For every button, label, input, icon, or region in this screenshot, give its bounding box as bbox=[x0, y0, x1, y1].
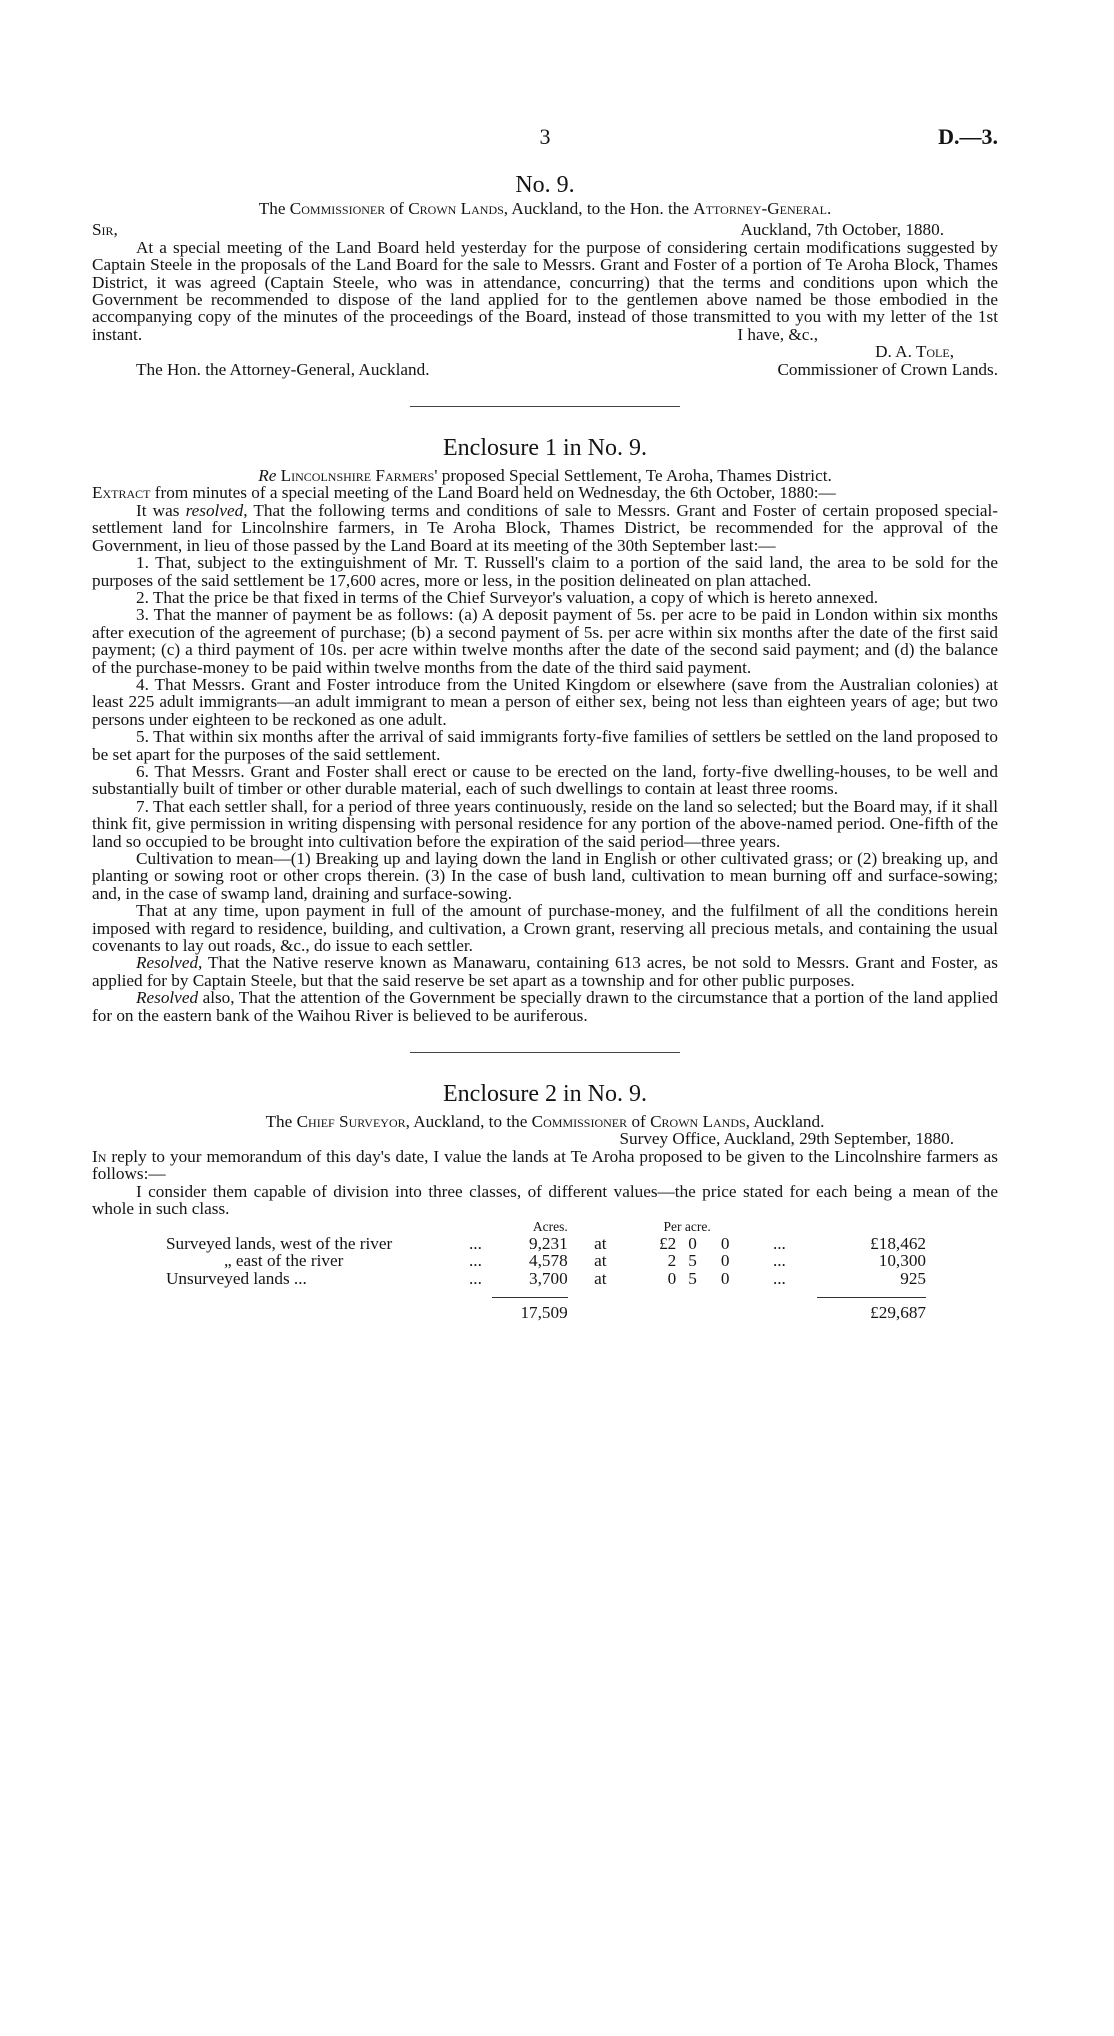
condition-3: 3. That the manner of payment be as follows: (a) A deposit payment of 5s. per acre to be paid in London within six months after execution of the agreement of purchase; (b) a second payment of 5s. per acre within six months after the date of the first said payment; (c) a third payment of 10s. per acre within twelve months after the date of the second said payment; and (d) the balance of the purchase-money to be paid within twelve months from the date of the third said payment. bbox=[92, 605, 998, 677]
table-spacer-row bbox=[166, 1287, 926, 1298]
section-divider bbox=[410, 406, 680, 407]
total-acres: 17,509 bbox=[492, 1298, 568, 1322]
section-divider bbox=[410, 1052, 680, 1053]
crown-grant-paragraph: That at any time, upon payment in full of the amount of purchase-money, and the fulfilment of all the conditions herein imposed with regard to residence, building, and cultivation, a Crown grant, reserving all precious metals, and containing the usual covenants to lay out roads, &c., do issue to each settler. bbox=[92, 901, 998, 956]
condition-2: 2. That the price be that fixed in terms of the Chief Surveyor's valuation, a copy of which is hereto annexed. bbox=[136, 587, 879, 607]
signer-title: Commissioner of Crown Lands. bbox=[777, 359, 998, 379]
addressee: The Hon. the Attorney-General, Auckland. bbox=[136, 359, 430, 379]
enclosure-2-title: Enclosure 2 in No. 9. bbox=[443, 1081, 647, 1108]
salutation-line bbox=[92, 221, 998, 238]
valuation-classes: I consider them capable of division into three classes, of different values—the price stated for each being a mean of the whole in such class. bbox=[92, 1181, 998, 1219]
resolution-manawaru: Resolved, That the Native reserve known as Manawaru, containing 613 acres, be not sold to Messrs. Grant and Foster, as applied for by Captain Steele, but that the said reserve be set apart as a township and for other public purposes. bbox=[92, 953, 998, 990]
closing-line bbox=[92, 361, 998, 378]
table-total-row bbox=[166, 1298, 926, 1322]
page-header bbox=[92, 124, 998, 166]
header-per-acre: Per acre. bbox=[663, 1218, 711, 1234]
condition-4: 4. That Messrs. Grant and Foster introduce from the United Kingdom or elsewhere (save from the Australian colonies) at least 225 adult immigrants—an adult immigrant to mean a person of either sex, being not less than eighteen years of age; but two persons under eighteen to be reckoned as one adult. bbox=[92, 674, 998, 729]
valuation-table bbox=[166, 1218, 926, 1322]
document-reference: D.—3. bbox=[938, 124, 998, 149]
salutation: Sir, bbox=[92, 220, 118, 240]
total-value: £29,687 bbox=[817, 1298, 926, 1322]
valuation-table-header bbox=[166, 1218, 926, 1235]
table-row: Surveyed lands, west of the river ... 9,231 at £2 0 0 ... £18,462 bbox=[166, 1233, 926, 1253]
extract-paragraph: Extract from minutes of a special meeting of the Land Board held on Wednesday, the 6th October, 1880:— bbox=[92, 483, 836, 503]
table-row: „ east of the river ... 4,578 at 2 5 0 ... 10,300 bbox=[224, 1251, 926, 1271]
letter-subtitle: The Commissioner of Crown Lands, Auckland, to the Hon. the Attorney-General. bbox=[258, 199, 832, 218]
cultivation-definition: Cultivation to mean—(1) Breaking up and laying down the land in English or other cultivated grass; or (2) breaking up, and planting or sowing root or other crops therein. (3) In the case of bush land, cultivation to mean burning off and surface-sowing; and, in the case of swamp land, draining and surface-sowing. bbox=[92, 849, 998, 903]
condition-5: 5. That within six months after the arrival of said immigrants forty-five families of settlers be settled on the land proposed to be set apart for the purposes of the said settlement. bbox=[92, 727, 998, 764]
resolution-paragraph: It was resolved, That the following terms and conditions of sale to Messrs. Grant and Foster of certain proposed special-settlement land for Lincolnshire farmers, in Te Aroha Block, Thames District, be recommended for the approval of the Government, in lieu of those passed by the Land Board at its meeting of the 30th September last:— bbox=[92, 500, 998, 555]
page-number: 3 bbox=[539, 124, 551, 149]
letter-place-date: Auckland, 7th October, 1880. bbox=[740, 220, 944, 240]
table-row: Unsurveyed lands ... ... 3,700 at 0 5 0 ... 925 bbox=[166, 1268, 926, 1288]
resolution-auriferous: Resolved also, That the attention of the Government be specially drawn to the circumstance that a portion of the land applied for on the eastern bank of the Waihou River is believed to be auriferous. bbox=[92, 988, 998, 1025]
document-page bbox=[0, 124, 1114, 2036]
condition-7: 7. That each settler shall, for a period of three years continuously, reside on the land so selected; but the Board may, if it shall think fit, give permission in writing dispensing with personal residence for any portion of the above-named period. One-fifth of the land so occupied to be brought into cultivation before the expiration of the said period—three years. bbox=[92, 796, 998, 851]
enclosure-1-subject: Re Lincolnshire Farmers' proposed Special Settlement, Te Aroha, Thames District. bbox=[258, 466, 832, 486]
valuation-intro: In reply to your memorandum of this day's date, I value the lands at Te Aroha proposed to be given to the Lincolnshire farmers as follows:— bbox=[92, 1146, 998, 1184]
condition-1: 1. That, subject to the extinguishment of Mr. T. Russell's claim to a portion of the said land, the area to be sold for the purposes of the said settlement be 17,600 acres, more or less, in the position delineated on plan attached. bbox=[92, 553, 998, 590]
letter-body: At a special meeting of the Land Board held yesterday for the purpose of considering certain modifications suggested by Captain Steele in the proposals of the Land Board for the sale to Messrs. Grant and Foster of a portion of Te Aroha Block, Thames District, it was agreed (Captain Steele, who was in attendance, concurring) that the terms and conditions upon which the Government be recommended to dispose of the land applied for to the gentlemen above named be those embodied in the accompanying copy of the minutes of the proceedings of the Board, instead of those transmitted to you with my letter of the 1st instant. bbox=[92, 237, 998, 344]
survey-office-date: Survey Office, Auckland, 29th September, 1880. bbox=[619, 1129, 954, 1149]
header-acres: Acres. bbox=[532, 1218, 568, 1234]
enclosure-1-title: Enclosure 1 in No. 9. bbox=[443, 435, 647, 462]
closing-phrase: I have, &c., bbox=[737, 324, 818, 344]
letter-title: No. 9. bbox=[515, 172, 575, 198]
enclosure-2-subject: The Chief Surveyor, Auckland, to the Commissioner of Crown Lands, Auckland. bbox=[265, 1112, 825, 1132]
condition-6: 6. That Messrs. Grant and Foster shall erect or cause to be erected on the land, forty-five dwelling-houses, to be well and substantially built of timber or other durable material, each of such dwellings to contain at least three rooms. bbox=[92, 761, 998, 799]
signer-name: D. A. Tole, bbox=[875, 342, 954, 362]
